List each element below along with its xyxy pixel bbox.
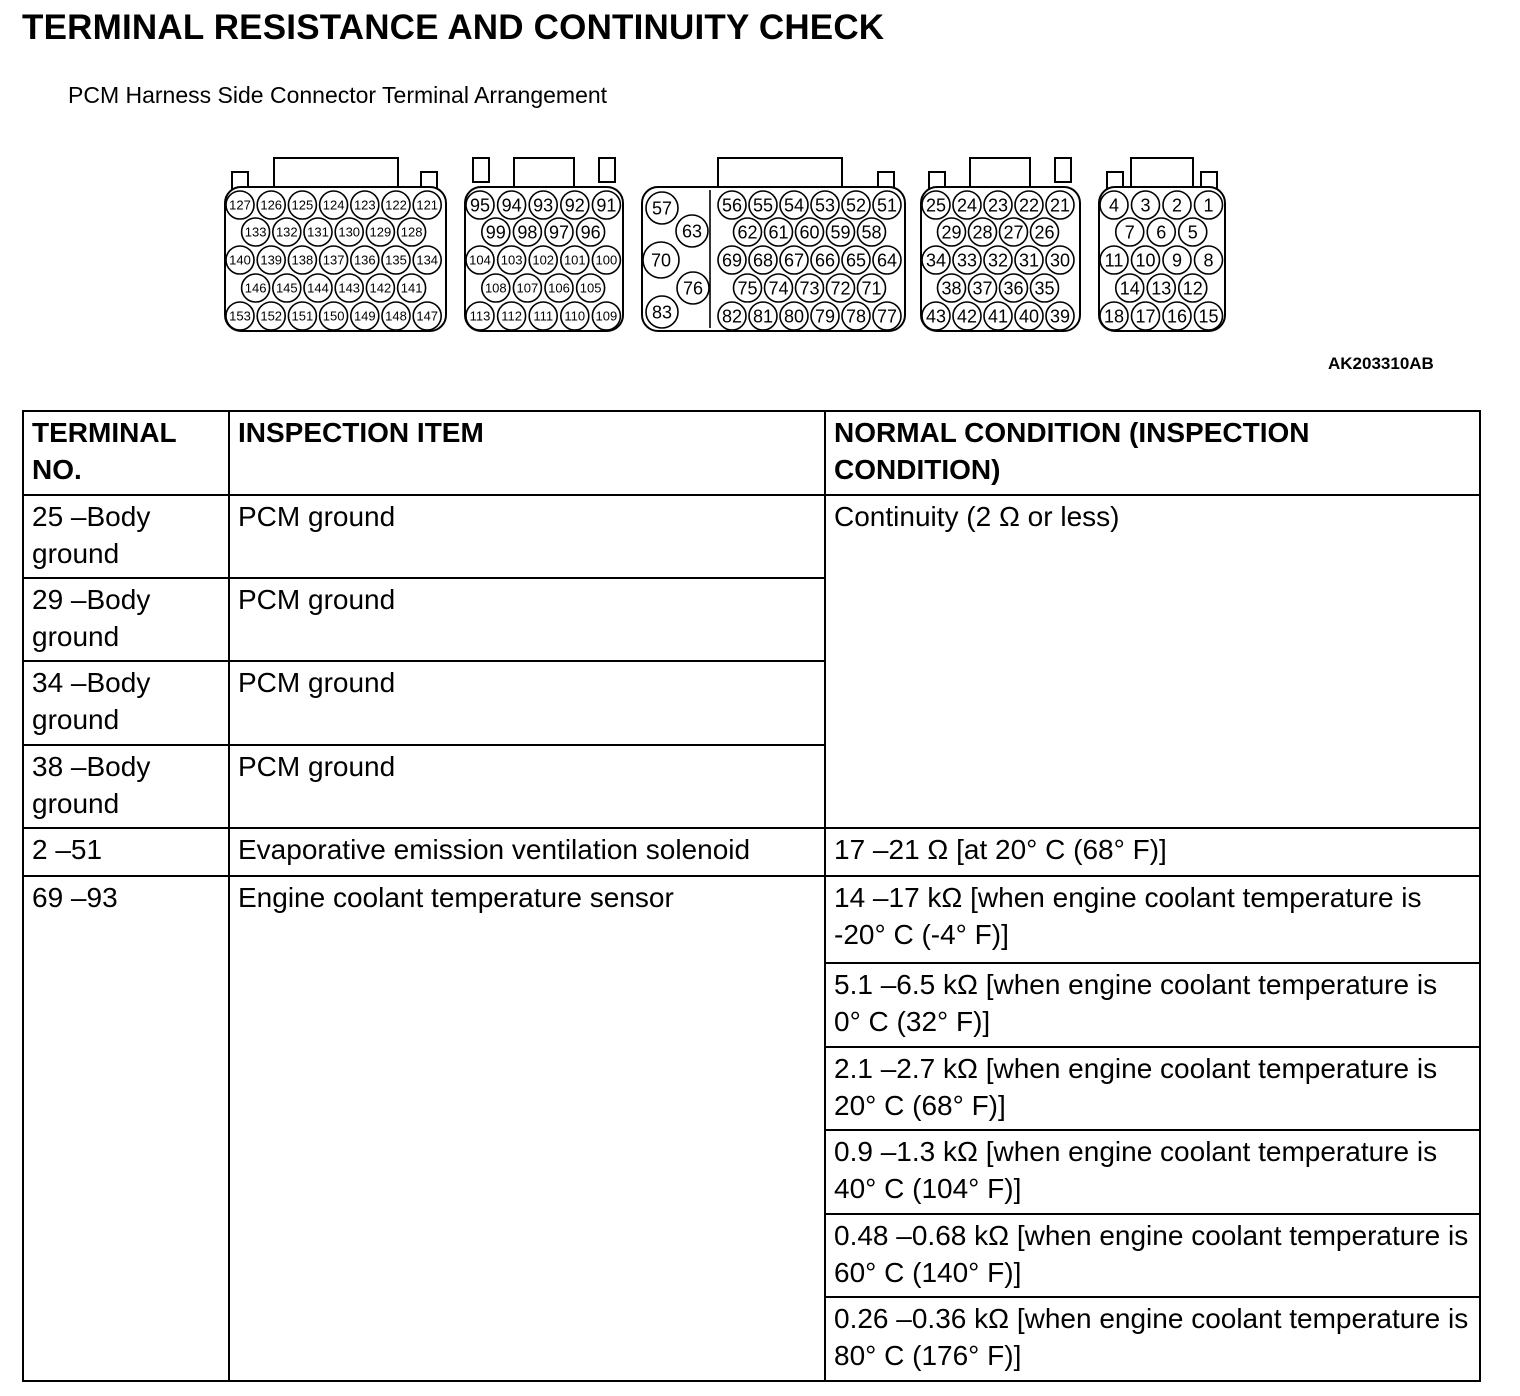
terminal-label: 97 xyxy=(548,222,570,243)
terminal-label: 83 xyxy=(651,302,673,323)
terminal-cell: 25 –Body ground xyxy=(23,495,229,578)
terminal-label: 135 xyxy=(385,252,407,268)
terminal-label: 150 xyxy=(322,308,345,324)
terminal-label: 148 xyxy=(385,308,407,324)
terminal-label: 127 xyxy=(229,197,251,213)
terminal-label: 104 xyxy=(469,252,491,268)
terminal-label: 141 xyxy=(400,280,423,296)
item-cell: Evaporative emission ventilation solenoid xyxy=(229,828,825,876)
terminal-label: 40 xyxy=(1018,306,1040,327)
terminal-label: 3 xyxy=(1140,195,1151,216)
terminal-label: 29 xyxy=(941,222,962,243)
terminal-label: 130 xyxy=(338,224,361,240)
item-cell: PCM ground xyxy=(229,495,825,578)
terminal-label: 102 xyxy=(532,252,555,268)
terminal-label: 144 xyxy=(307,280,329,296)
terminal-label: 6 xyxy=(1156,222,1167,243)
condition-cell: 2.1 –2.7 kΩ [when engine coolant temperature is 20° C (68° F)] xyxy=(825,1047,1480,1130)
terminal-label: 10 xyxy=(1135,250,1156,271)
terminal-label: 18 xyxy=(1103,306,1125,327)
terminal-label: 122 xyxy=(385,197,407,213)
terminal-label: 134 xyxy=(416,252,439,268)
terminal-label: 139 xyxy=(260,252,283,268)
inspection-table xyxy=(22,410,1481,1382)
terminal-cell: 29 –Body ground xyxy=(23,578,229,661)
table-row xyxy=(23,828,1480,876)
terminal-cell: 2 –51 xyxy=(23,828,229,876)
ground-condition-cell: Continuity (2 Ω or less) xyxy=(825,495,1480,828)
terminal-label: 8 xyxy=(1203,250,1214,271)
terminal-label: 98 xyxy=(517,222,538,243)
terminal-label: 126 xyxy=(260,197,283,213)
condition-cell: 14 –17 kΩ [when engine coolant temperature is -20° C (-4° F)] xyxy=(825,876,1480,963)
item-cell: Engine coolant temperature sensor xyxy=(229,876,825,1381)
terminal-label: 7 xyxy=(1124,222,1135,243)
terminal-label: 32 xyxy=(987,250,1009,271)
terminal-label: 107 xyxy=(516,280,539,296)
terminal-label: 132 xyxy=(275,224,298,240)
condition-cell: 0.9 –1.3 kΩ [when engine coolant temperature is 40° C (104° F)] xyxy=(825,1130,1480,1214)
terminal-label: 4 xyxy=(1108,195,1120,216)
terminal-label: 26 xyxy=(1034,222,1055,243)
terminal-label: 51 xyxy=(876,195,898,216)
terminal-label: 106 xyxy=(548,280,570,296)
terminal-label: 101 xyxy=(563,252,586,268)
terminal-label: 146 xyxy=(244,280,267,296)
terminal-label: 38 xyxy=(941,278,962,299)
terminal-label: 21 xyxy=(1049,195,1071,216)
terminal-label: 80 xyxy=(783,306,805,327)
condition-cell: 17 –21 Ω [at 20° C (68° F)] xyxy=(825,828,1480,876)
terminal-label: 27 xyxy=(1003,222,1024,243)
terminal-label: 100 xyxy=(595,252,618,268)
terminal-label: 66 xyxy=(814,250,836,271)
terminal-label: 79 xyxy=(814,306,836,327)
terminal-label: 61 xyxy=(768,222,789,243)
terminal-label: 17 xyxy=(1135,306,1156,327)
condition-cell: 0.26 –0.36 kΩ [when engine coolant temperature is 80° C (176° F)] xyxy=(825,1297,1480,1381)
terminal-label: 145 xyxy=(275,280,298,296)
terminal-label: 70 xyxy=(650,250,672,271)
terminal-label: 124 xyxy=(322,197,345,213)
terminal-label: 37 xyxy=(972,278,993,299)
terminal-label: 15 xyxy=(1198,306,1219,327)
terminal-label: 60 xyxy=(799,222,820,243)
terminal-label: 39 xyxy=(1049,306,1071,327)
terminal-label: 72 xyxy=(830,278,851,299)
terminal-label: 147 xyxy=(416,308,439,324)
terminal-label: 9 xyxy=(1171,250,1183,271)
terminal-label: 131 xyxy=(307,224,329,240)
terminal-label: 92 xyxy=(564,195,585,216)
page-title: TERMINAL RESISTANCE AND CONTINUITY CHECK xyxy=(22,8,885,47)
terminal-label: 12 xyxy=(1182,278,1203,299)
terminal-label: 11 xyxy=(1104,250,1124,271)
terminal-label: 75 xyxy=(737,278,758,299)
terminal-label: 143 xyxy=(338,280,361,296)
terminal-label: 34 xyxy=(925,250,947,271)
terminal-label: 81 xyxy=(752,306,774,327)
terminal-label: 68 xyxy=(752,250,774,271)
terminal-label: 111 xyxy=(533,308,554,324)
terminal-label: 16 xyxy=(1166,306,1188,327)
terminal-label: 73 xyxy=(799,278,820,299)
terminal-label: 93 xyxy=(533,195,554,216)
terminal-cell: 69 –93 xyxy=(23,876,229,1381)
terminal-label: 82 xyxy=(721,306,743,327)
header-item: INSPECTION ITEM xyxy=(229,411,825,495)
terminal-label: 112 xyxy=(501,308,522,324)
terminal-label: 59 xyxy=(830,222,851,243)
connector-diagram xyxy=(0,0,1520,390)
terminal-label: 25 xyxy=(925,195,947,216)
terminal-label: 28 xyxy=(972,222,993,243)
terminal-label: 96 xyxy=(580,222,601,243)
terminal-label: 13 xyxy=(1151,278,1172,299)
terminal-label: 91 xyxy=(596,195,617,216)
terminal-label: 113 xyxy=(469,308,491,324)
terminal-label: 153 xyxy=(229,308,251,324)
terminal-label: 69 xyxy=(721,250,743,271)
terminal-label: 54 xyxy=(783,195,805,216)
condition-cell: 0.48 –0.68 kΩ [when engine coolant temperature is 60° C (140° F)] xyxy=(825,1214,1480,1297)
terminal-label: 58 xyxy=(861,222,882,243)
terminal-label: 108 xyxy=(484,280,507,296)
terminal-label: 121 xyxy=(416,197,439,213)
terminal-label: 43 xyxy=(925,306,947,327)
connector-tab xyxy=(473,158,489,182)
terminal-label: 71 xyxy=(861,278,882,299)
terminal-label: 136 xyxy=(353,252,376,268)
terminal-label: 125 xyxy=(291,197,314,213)
terminal-label: 36 xyxy=(1003,278,1024,299)
terminal-label: 76 xyxy=(682,278,704,299)
terminal-label: 142 xyxy=(369,280,392,296)
table-header-row xyxy=(23,411,1480,495)
terminal-label: 99 xyxy=(485,222,506,243)
terminal-label: 1 xyxy=(1203,195,1214,216)
terminal-label: 137 xyxy=(322,252,345,268)
terminal-cell: 34 –Body ground xyxy=(23,661,229,745)
terminal-label: 52 xyxy=(845,195,867,216)
table-row xyxy=(23,876,1480,963)
terminal-label: 129 xyxy=(369,224,392,240)
terminal-label: 128 xyxy=(400,224,423,240)
terminal-label: 133 xyxy=(244,224,267,240)
terminal-label: 94 xyxy=(501,195,522,216)
terminal-label: 103 xyxy=(500,252,523,268)
terminal-label: 74 xyxy=(768,278,789,299)
table-row xyxy=(23,495,1480,578)
terminal-label: 35 xyxy=(1034,278,1055,299)
terminal-label: 55 xyxy=(752,195,774,216)
terminal-label: 64 xyxy=(876,250,898,271)
terminal-label: 2 xyxy=(1171,195,1183,216)
terminal-label: 149 xyxy=(353,308,376,324)
figure-code: AK203310AB xyxy=(1328,354,1434,373)
terminal-label: 22 xyxy=(1018,195,1040,216)
header-condition: NORMAL CONDITION (INSPECTION CONDITION) xyxy=(825,411,1480,495)
terminal-label: 62 xyxy=(737,222,758,243)
connector-tab xyxy=(1055,158,1071,182)
terminal-label: 30 xyxy=(1049,250,1071,271)
terminal-label: 138 xyxy=(291,252,314,268)
terminal-label: 63 xyxy=(681,221,703,242)
diagram-caption: PCM Harness Side Connector Terminal Arrangement xyxy=(68,82,608,108)
terminal-label: 41 xyxy=(987,306,1009,327)
terminal-label: 110 xyxy=(564,308,586,324)
terminal-label: 5 xyxy=(1187,222,1198,243)
terminal-label: 152 xyxy=(260,308,283,324)
terminal-label: 24 xyxy=(956,195,978,216)
terminal-label: 53 xyxy=(814,195,836,216)
condition-cell: 5.1 –6.5 kΩ [when engine coolant temperature is 0° C (32° F)] xyxy=(825,963,1480,1047)
terminal-label: 95 xyxy=(469,195,491,216)
header-terminal: TERMINAL NO. xyxy=(23,411,229,495)
terminal-cell: 38 –Body ground xyxy=(23,745,229,828)
terminal-label: 57 xyxy=(651,198,673,219)
terminal-label: 123 xyxy=(353,197,376,213)
terminal-label: 42 xyxy=(956,306,978,327)
terminal-label: 14 xyxy=(1119,278,1140,299)
terminal-label: 109 xyxy=(595,308,618,324)
terminal-label: 140 xyxy=(229,252,251,268)
connector-tab xyxy=(599,158,615,182)
terminal-label: 23 xyxy=(987,195,1009,216)
terminal-label: 78 xyxy=(845,306,867,327)
terminal-label: 31 xyxy=(1018,250,1040,271)
terminal-label: 105 xyxy=(579,280,602,296)
terminal-label: 56 xyxy=(721,195,743,216)
item-cell: PCM ground xyxy=(229,661,825,745)
terminal-label: 77 xyxy=(876,306,898,327)
terminal-label: 33 xyxy=(956,250,978,271)
item-cell: PCM ground xyxy=(229,745,825,828)
terminal-label: 151 xyxy=(291,308,314,324)
terminal-label: 65 xyxy=(845,250,867,271)
item-cell: PCM ground xyxy=(229,578,825,661)
terminal-label: 67 xyxy=(783,250,805,271)
